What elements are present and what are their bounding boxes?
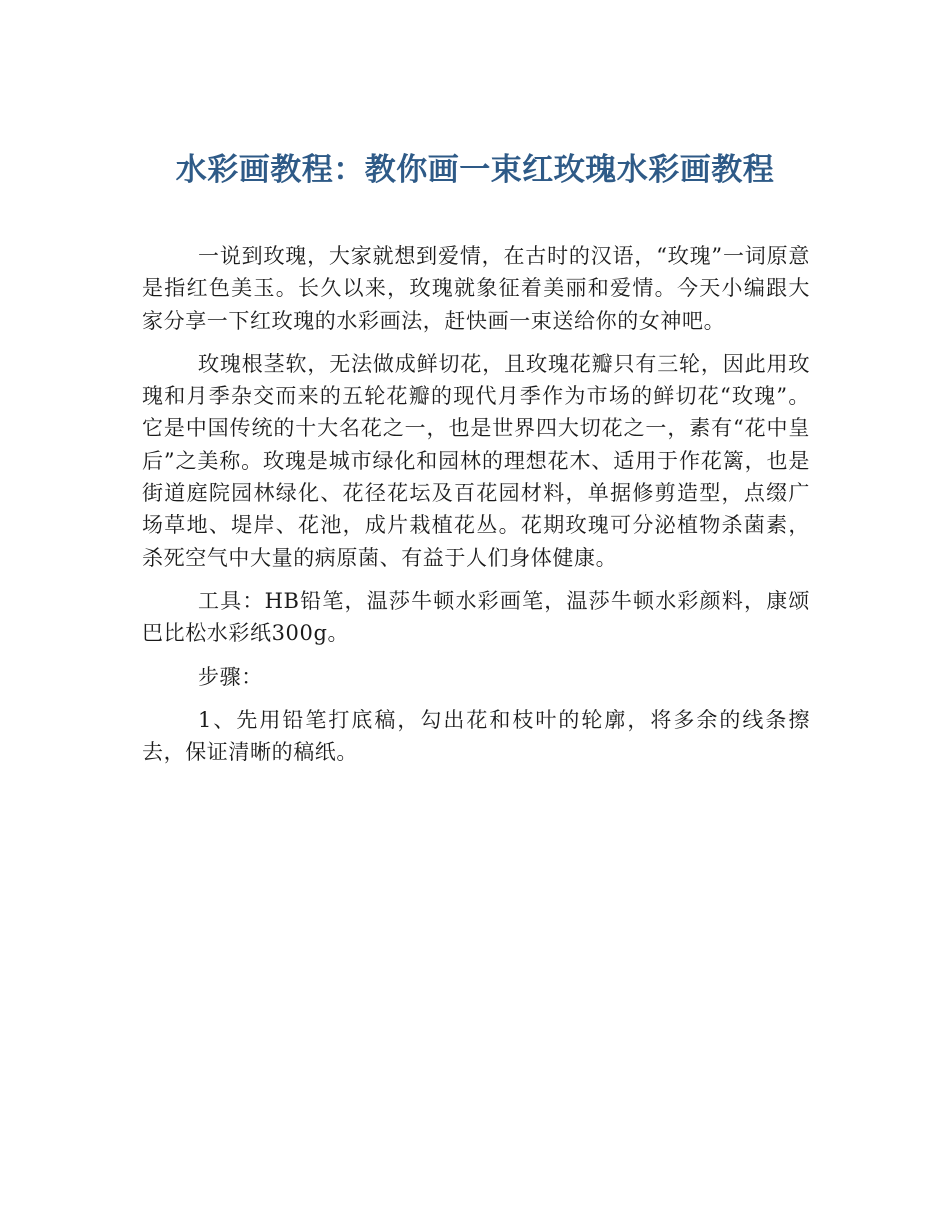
paragraph-tools: 工具：HB铅笔，温莎牛顿水彩画笔，温莎牛顿水彩颜料，康颂巴比松水彩纸300g。 [142,588,810,646]
document-title: 水彩画教程：教你画一束红玫瑰水彩画教程 [175,152,775,188]
document-body [142,240,810,779]
paragraph-rose-description: 玫瑰根茎软，无法做成鲜切花，且玫瑰花瓣只有三轮，因此用玫瑰和月季杂交而来的五轮花瓣的现代月季作为市场的鲜切花“玫瑰”。它是中国传统的十大名花之一，也是世界四大切花之一，素有“花中皇后”之美称。玫瑰是城市绿化和园林的理想花木、适用于作花篱，也是街道庭院园林绿化、花径花坛及百花园材料，单据修剪造型，点缀广场草地、堤岸、花池，成片栽植花丛。花期玫瑰可分泌植物杀菌素，杀死空气中大量的病原菌、有益于人们身体健康。 [142,351,810,570]
paragraph-intro: 一说到玫瑰，大家就想到爱情，在古时的汉语，“玫瑰”一词原意是指红色美玉。长久以来，玫瑰就象征着美丽和爱情。今天小编跟大家分享一下红玫瑰的水彩画法，赶快画一束送给你的女神吧。 [142,244,810,333]
paragraph-step-1: 1、先用铅笔打底稿，勾出花和枝叶的轮廓，将多余的线条擦去，保证清晰的稿纸。 [142,707,810,765]
paragraph-steps-heading: 步骤： [198,664,263,689]
